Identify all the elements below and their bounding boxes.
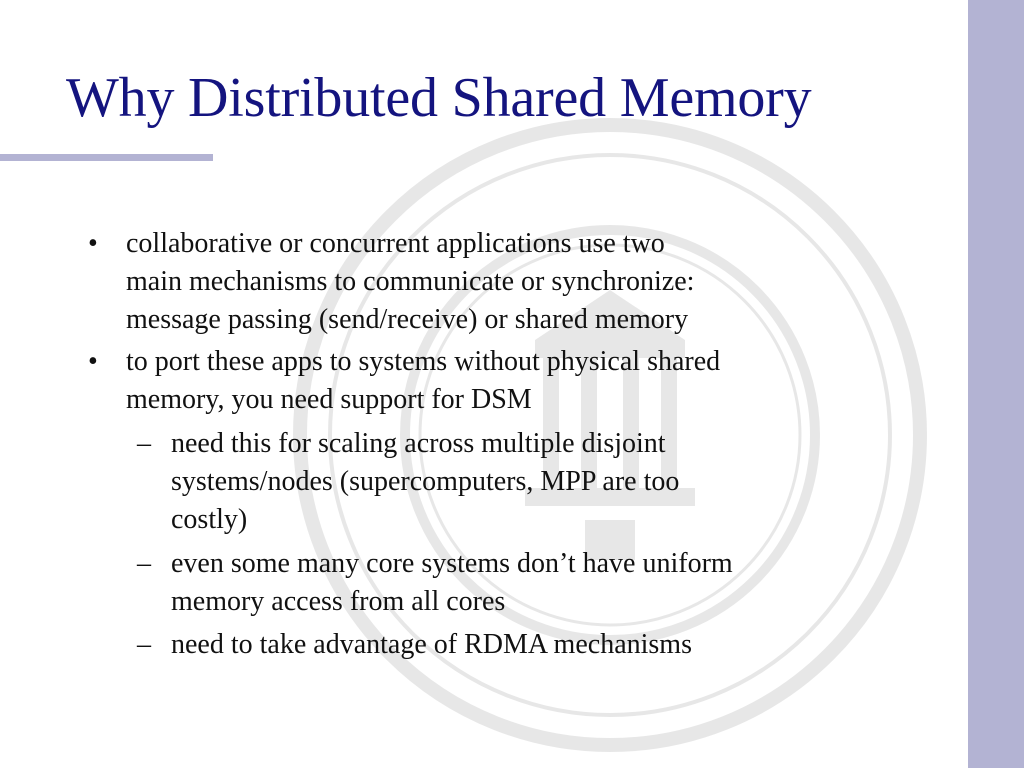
sub-bullet-line: need to take advantage of RDMA mechanisms xyxy=(171,629,692,660)
bullet-line: to port these apps to systems without physical shared xyxy=(126,346,721,377)
sub-bullet-text xyxy=(171,425,956,539)
sub-bullet-line: costly) xyxy=(171,504,248,535)
sub-bullet-line: even some many core systems don’t have uniform xyxy=(171,548,733,579)
bullet-line: message passing (send/receive) or shared memory xyxy=(126,304,689,335)
sub-bullet-line: need this for scaling across multiple disjoint xyxy=(171,428,666,459)
sub-bullet-line: systems/nodes (supercomputers, MPP are too xyxy=(171,466,680,497)
bullet-line: collaborative or concurrent applications use two xyxy=(126,228,665,259)
bullet-marker: • xyxy=(88,228,98,259)
sub-bullet-marker: – xyxy=(137,428,151,459)
slide-title: Why Distributed Shared Memory xyxy=(66,67,812,129)
sub-bullet-marker: – xyxy=(137,548,151,579)
sub-bullet-line: memory access from all cores xyxy=(171,586,506,617)
bullet-text xyxy=(126,225,956,339)
sub-bullet-marker: – xyxy=(137,629,151,660)
right-accent-bar xyxy=(968,0,1024,768)
bullet-line: memory, you need support for DSM xyxy=(126,384,532,415)
bullet-marker: • xyxy=(88,346,98,377)
sub-bullet-text xyxy=(171,545,956,621)
sub-bullet-text xyxy=(171,626,956,664)
bullet-text xyxy=(126,343,956,419)
bullet-line: main mechanisms to communicate or synchronize: xyxy=(126,266,695,297)
